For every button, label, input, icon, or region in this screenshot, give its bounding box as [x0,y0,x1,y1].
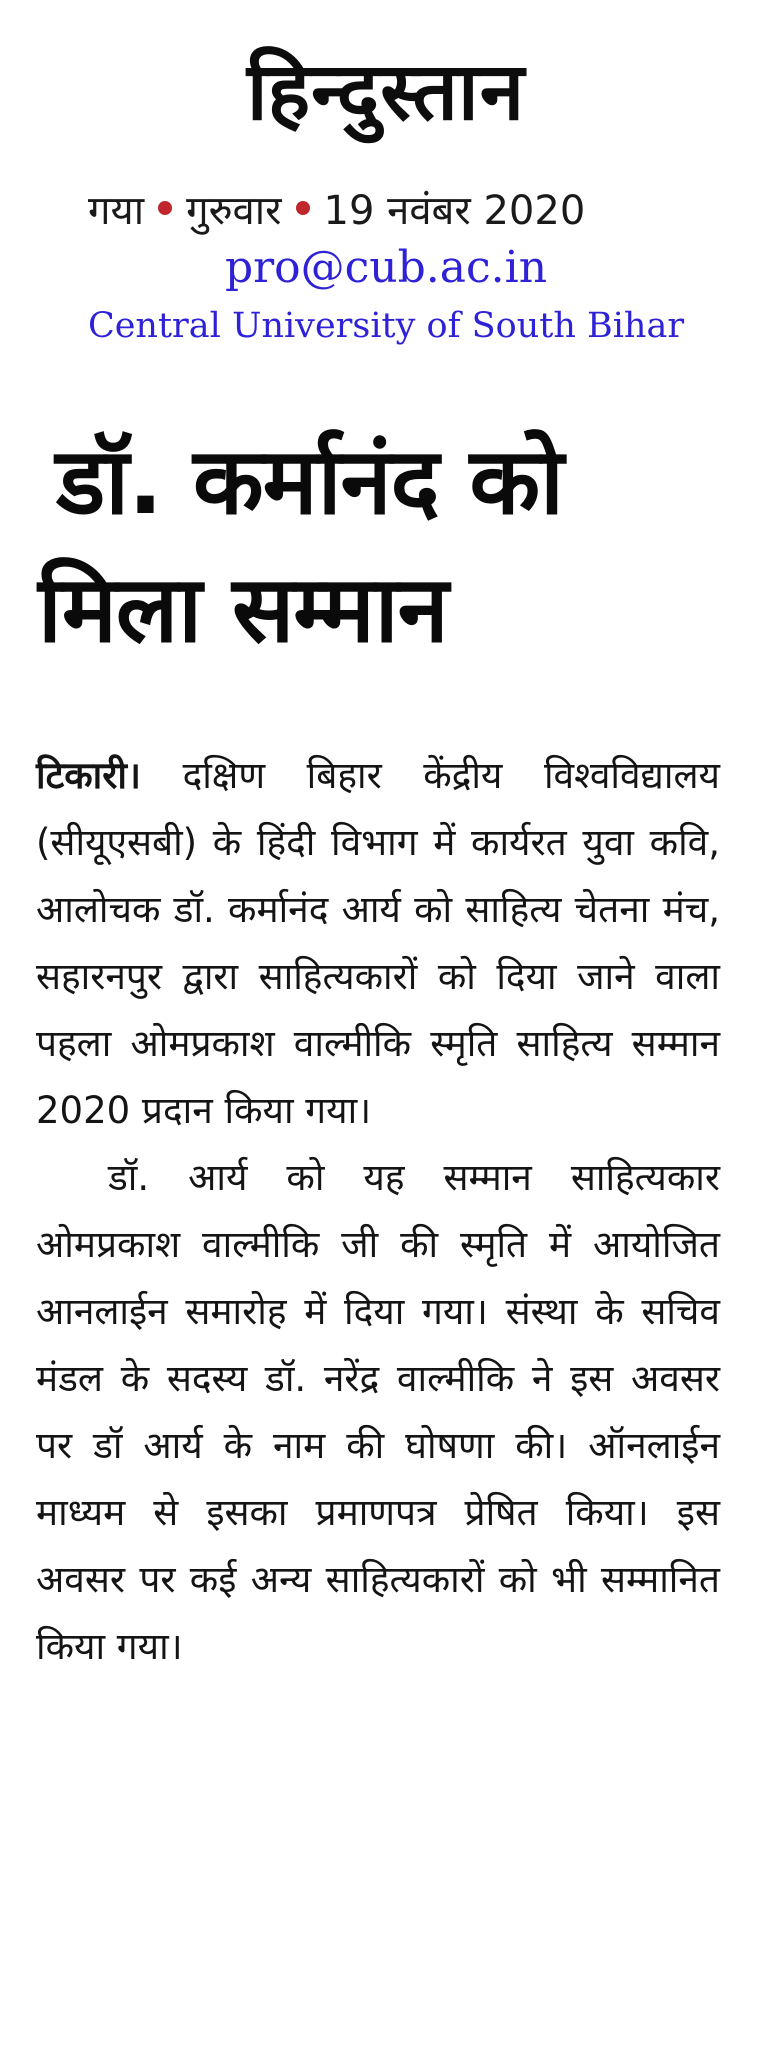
article-paragraph-1 [36,742,720,1144]
institution-name: Central University of South Bihar [87,306,685,346]
newspaper-masthead: हिन्दुस्तान [246,45,526,138]
dateline [88,178,585,238]
headline-line-2: मिला सम्मान [38,556,448,663]
article-paragraph-1-text: दक्षिण बिहार केंद्रीय विश्वविद्यालय (सीयूएसबी) के हिंदी विभाग में कार्यरत युवा कवि, आलोचक डॉ. कर्मानंद आर्य को साहित्य चेतना मंच, सहारनपुर द्वारा साहित्यकारों को दिया जाने वाला पहला ओमप्रकाश वाल्मीकि स्मृति साहित्य सम्मान 2020 प्रदान किया गया। [36,754,720,1132]
dateline-city: गया [88,187,145,234]
headline-line-1: डॉ. कर्मानंद को [56,428,563,535]
dateline-date: 19 नवंबर 2020 [323,187,586,234]
article-headline [38,418,738,674]
article-place: टिकारी। [36,754,141,797]
separator-dot-icon [296,201,310,215]
dateline-weekday: गुरुवार [186,187,282,234]
separator-dot-icon [158,201,172,215]
article-body [36,742,720,1680]
article-paragraph-2: डॉ. आर्य को यह सम्मान साहित्यकार ओमप्रकाश वाल्मीकि जी की स्मृति में आयोजित आनलाईन समारोह में दिया गया। संस्था के सचिव मंडल के सदस्य डॉ. नरेंद्र वाल्मीकि ने इस अवसर पर डॉ आर्य के नाम की घोषणा की। ऑनलाईन माध्यम से इसका प्रमाणपत्र प्रेषित किया। इस अवसर पर कई अन्य साहित्यकारों को भी सम्मानित किया गया। [36,1156,720,1668]
contact-email: pro@cub.ac.in [224,242,548,293]
